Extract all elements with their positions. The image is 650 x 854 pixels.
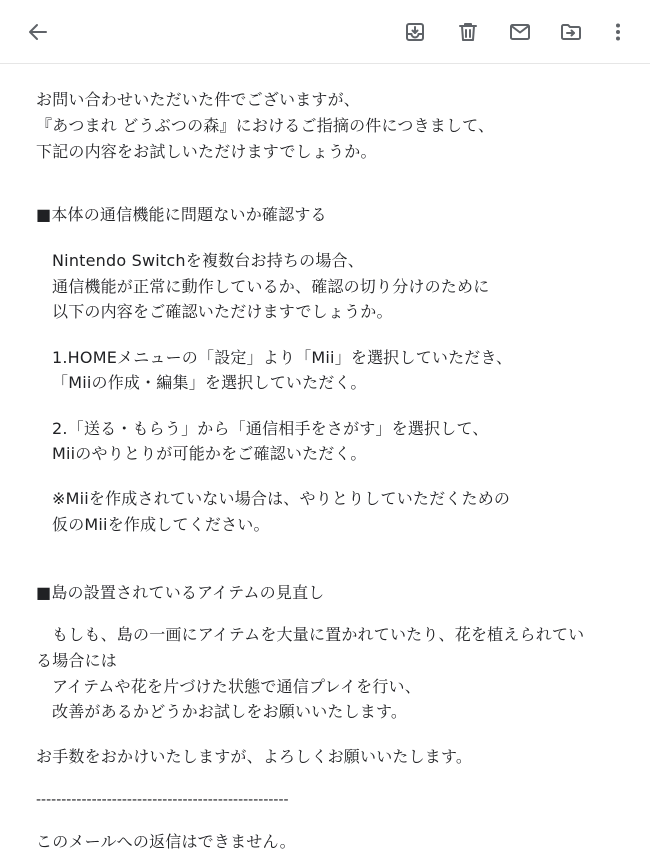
trash-icon — [456, 20, 480, 44]
move-to-folder-icon — [559, 20, 583, 44]
email-body — [0, 64, 650, 854]
closing-line: お手数をおかけいたしますが、よろしくお願いいたします。 — [36, 747, 473, 766]
intro-line: 下記の内容をお試しいただけますでしょうか。 — [36, 142, 377, 161]
step-line: Miiのやりとりが可能かをご確認いただく。 — [52, 444, 367, 463]
arrow-back-icon — [26, 20, 50, 44]
step-line: 「Miiの作成・編集」を選択していただく。 — [52, 373, 367, 392]
footer-note: このメールへの返信はできません。 — [36, 832, 296, 851]
section-heading: ■島の設置されているアイテムの見直し — [36, 583, 325, 602]
step-line: 1.HOMEメニューの「設定」より「Mii」を選択していただき、 — [52, 348, 513, 367]
move-to-button[interactable] — [547, 8, 595, 56]
archive-button[interactable] — [391, 8, 439, 56]
mark-unread-button[interactable] — [496, 8, 544, 56]
section-paragraph-line: 通信機能が正常に動作しているか、確認の切り分けのために — [52, 277, 490, 296]
delete-button[interactable] — [444, 8, 492, 56]
note-line: 仮のMiiを作成してください。 — [52, 515, 270, 534]
mail-icon — [508, 20, 532, 44]
archive-icon — [403, 20, 427, 44]
section-heading: ■本体の通信機能に問題ないか確認する — [36, 205, 327, 224]
step-line: 2.「送る・もらう」から「通信相手をさがす」を選択して、 — [52, 419, 489, 438]
section-paragraph-line: 以下の内容をご確認いただけますでしょうか。 — [52, 302, 393, 321]
toolbar — [0, 0, 650, 64]
back-button[interactable] — [14, 8, 62, 56]
section-paragraph-line: もしも、島の一画にアイテムを大量に置かれていたり、花を植えられてい — [52, 625, 585, 644]
section-paragraph-line: る場合には — [36, 651, 118, 670]
note-line: ※Miiを作成されていない場合は、やりとりしていただくための — [52, 489, 511, 508]
more-options-button[interactable] — [594, 8, 642, 56]
section-paragraph-line: Nintendo Switchを複数台お持ちの場合、 — [52, 251, 364, 270]
separator-line: -------------------------------------------------- — [36, 792, 289, 808]
intro-line: 『あつまれ どうぶつの森』におけるご指摘の件につきまして、 — [36, 116, 495, 135]
intro-line: お問い合わせいただいた件でございますが、 — [36, 90, 361, 109]
section-paragraph-line: アイテムや花を片づけた状態で通信プレイを行い、 — [52, 677, 421, 696]
section-paragraph-line: 改善があるかどうかお試しをお願いいたします。 — [52, 702, 408, 721]
more-vert-icon — [606, 20, 630, 44]
